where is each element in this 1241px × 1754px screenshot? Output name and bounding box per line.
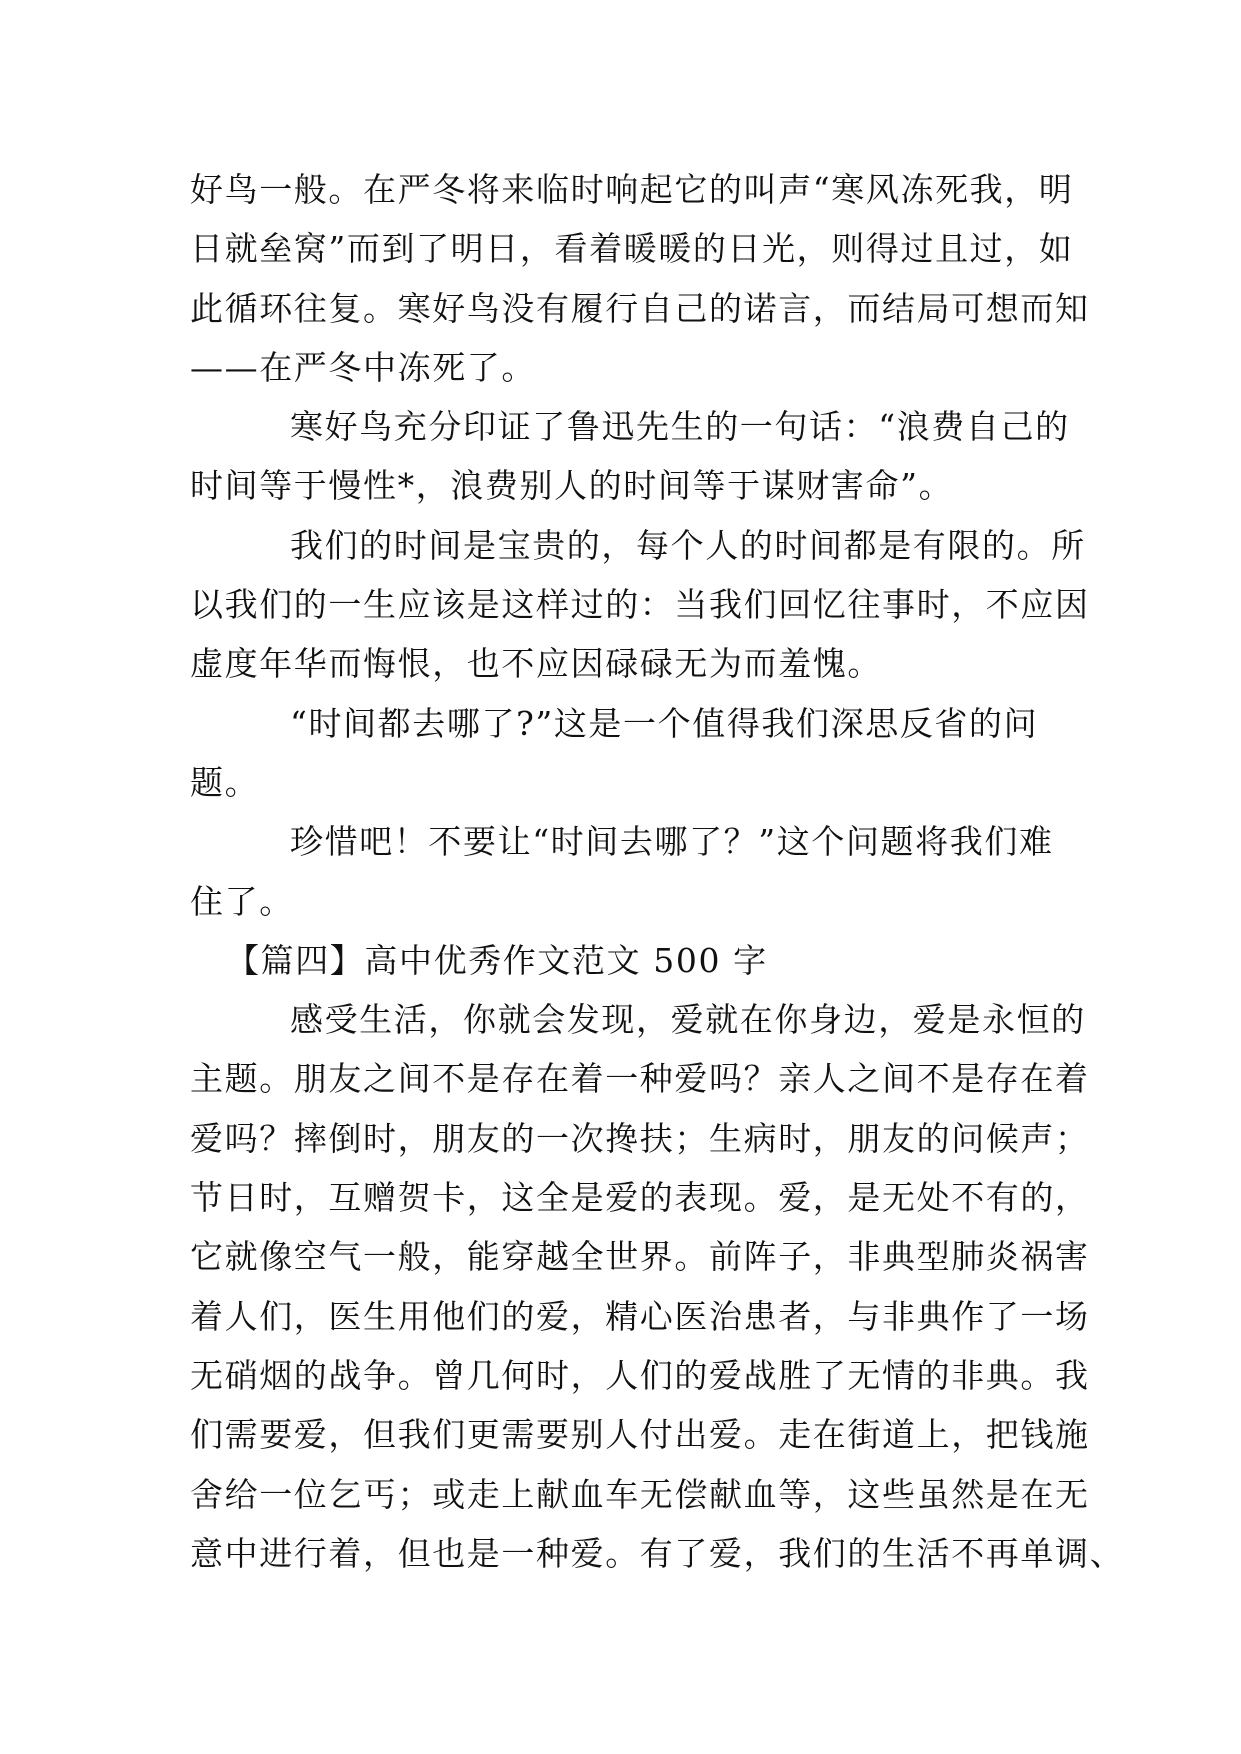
text-line: 以我们的一生应该是这样过的：当我们回忆往事时，不应因 [190, 585, 1090, 625]
paragraph-start-line: 我们的时间是宝贵的，每个人的时间都是有限的。所 [290, 525, 1086, 565]
text-line: 此循环往复。寒好鸟没有履行自己的诺言，而结局可想而知 [190, 288, 1090, 328]
document-body [190, 160, 1125, 1583]
text-line: 无硝烟的战争。曾几何时，人们的爱战胜了无情的非典。我 [190, 1355, 1090, 1395]
paragraph-start-line: 珍惜吧！不要让“时间去哪了？”这个问题将我们难 [290, 822, 1054, 862]
text-line: 意中进行着，但也是一种爱。有了爱，我们的生活不再单调、 [190, 1533, 1125, 1573]
text-line: 日就垒窝”而到了明日，看着暖暖的日光，则得过且过，如 [190, 229, 1074, 269]
text-line: 爱吗？摔倒时，朋友的一次搀扶；生病时，朋友的问候声； [190, 1118, 1090, 1158]
text-line: 它就像空气一般，能穿越全世界。前阵子，非典型肺炎祸害 [190, 1237, 1090, 1277]
text-line: ——在严冬中冻死了。 [190, 347, 536, 387]
text-line: 着人们，医生用他们的爱，精心医治患者，与非典作了一场 [190, 1296, 1090, 1336]
paragraph-start-line: 感受生活，你就会发现，爱就在你身边，爱是永恒的 [290, 1000, 1086, 1040]
text-line: 主题。朋友之间不是存在着一种爱吗？亲人之间不是存在着 [190, 1059, 1090, 1099]
paragraph-start-line: 寒好鸟充分印证了鲁迅先生的一句话：“浪费自己的 [290, 407, 1070, 447]
text-line: 好鸟一般。在严冬将来临时响起它的叫声“寒风冻死我，明 [190, 170, 1074, 209]
text-line: 住了。 [190, 881, 294, 921]
section-heading: 【篇四】高中优秀作文范文 500 字 [226, 940, 768, 980]
text-line: 们需要爱，但我们更需要别人付出爱。走在街道上，把钱施 [190, 1415, 1090, 1455]
text-line: 虚度年华而悔恨，也不应因碌碌无为而羞愧。 [190, 644, 882, 684]
text-line: 题。 [190, 762, 260, 802]
text-line: 时间等于慢性*，浪费别人的时间等于谋财害命”。 [190, 466, 954, 506]
paragraph-start-line: “时间都去哪了?”这是一个值得我们深思反省的问 [290, 703, 1039, 743]
text-line: 节日时，互赠贺卡，这全是爱的表现。爱，是无处不有的， [190, 1178, 1090, 1218]
text-line: 舍给一位乞丐；或走上献血车无偿献血等，这些虽然是在无 [190, 1474, 1090, 1514]
